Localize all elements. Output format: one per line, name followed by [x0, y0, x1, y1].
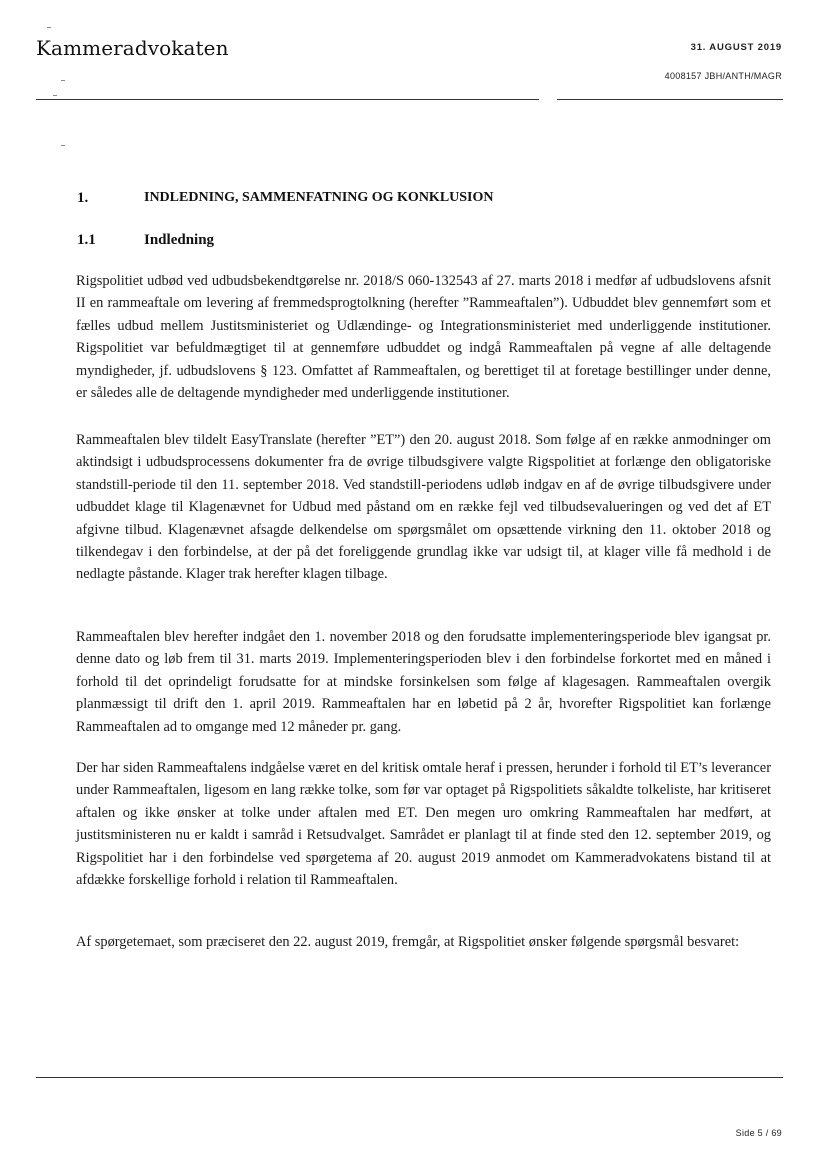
body-paragraph: Rammeaftalen blev tildelt EasyTranslate (herefter ”ET”) den 20. august 2018. Som følge af en række anmodninger om aktindsigt i udbudsprocessens dokumenter fra de øvrige tilbudsgivere valgte Rigspolitiet at forlænge den obligatoriske standstill-periode til den 11. september 2018. Ved standstill-periodens udløb indgav en af de øvrige tilbudsgivere under udbuddet klage til Klagenævnet for Udbud med påstand om en række fejl ved tilbudsevalueringen og ved det af ET afgivne tilbud. Klagenævnet afsagde delkendelse om spørgsmålet om opsættende virkning den 11. oktober 2018 og tilkendegav i den forbindelse, at der på det foreliggende grundlag ikke var udsigt til, at klager ville få medhold i de nedlagte påstande. Klager trak herefter klagen tilbage. — [76, 432, 771, 583]
scan-speck — [53, 95, 57, 96]
scan-speck — [61, 80, 65, 81]
section-number: 1. — [77, 190, 89, 206]
header-rule-left — [36, 99, 539, 100]
body-paragraph: Rammeaftalen blev herefter indgået den 1. november 2018 og den forudsatte implementeringsperiode blev igangsat pr. denne dato og løb frem til 31. marts 2019. Implementeringsperioden blev i den forbindelse forkortet med en måned i forhold til det oprindeligt forudsatte for at mindske forsinkelsen som følge af klagesagen. Rammeaftalen overgik planmæssigt til drift den 1. april 2019. Rammeaftalen har en løbetid på 2 år, hvorefter Rigspolitiet kan forlænge Rammeaftalen ad to omgange med 12 måneder pr. gang. — [76, 629, 771, 735]
brand-logo-text: Kammeradvokaten — [36, 36, 229, 60]
section-title: INDLEDNING, SAMMENFATNING OG KONKLUSION — [144, 190, 494, 205]
scan-speck — [47, 27, 51, 28]
body-paragraph: Af spørgetemaet, som præciseret den 22. august 2019, fremgår, at Rigspolitiet ønsker følgende spørgsmål besvaret: — [76, 934, 740, 950]
subsection-number: 1.1 — [77, 232, 96, 248]
footer-rule — [36, 1077, 783, 1078]
header-rule-right — [557, 99, 783, 100]
document-date: 31. AUGUST 2019 — [690, 42, 782, 53]
scan-speck — [61, 145, 65, 146]
body-paragraph: Der har siden Rammeaftalens indgåelse været en del kritisk omtale heraf i pressen, herunder i forhold til ET’s leverancer under Rammeaftalen, ligesom en lang række tolke, som før var optaget på Rigspolitiets såkaldte tolkeliste, har kritiseret aftalen og ikke ønsker at tolke under aftalen med ET. Den megen uro omkring Rammeaftalen har medført, at justitsministeren nu er kaldt i samråd i Retsudvalget. Samrådet er planlagt til at finde sted den 12. september 2019, og Rigspolitiet har i den forbindelse ved spørgetema af 20. august 2019 anmodet om Kammeradvokatens bistand til at afdække forskellige forhold i relation til Rammeaftalen. — [76, 760, 771, 889]
subsection-title: Indledning — [144, 232, 215, 248]
body-paragraph: Rigspolitiet udbød ved udbudsbekendtgørelse nr. 2018/S 060-132543 af 27. marts 2018 i medfør af udbudslovens afsnit II en rammeaftale om levering af fremmedsprogtolkning (herefter ”Rammeaftalen”). Udbuddet blev gennemført som et fælles udbud mellem Justitsministeriet og Udlændinge- og Integrationsministeriet med underliggende institutioner. Rigspolitiet var befuldmægtiget til at gennemføre udbuddet og indgå Rammeaftalen på vegne af alle deltagende myndigheder, jf. udbudslovens § 123. Omfattet af Rammeaftalen, og berettiget til at foretage bestillinger under denne, er således alle de deltagende myndigheder med underliggende institutioner. — [76, 273, 771, 402]
document-reference: 4008157 JBH/ANTH/MAGR — [664, 71, 782, 81]
page-number: Side 5 / 69 — [735, 1128, 782, 1138]
